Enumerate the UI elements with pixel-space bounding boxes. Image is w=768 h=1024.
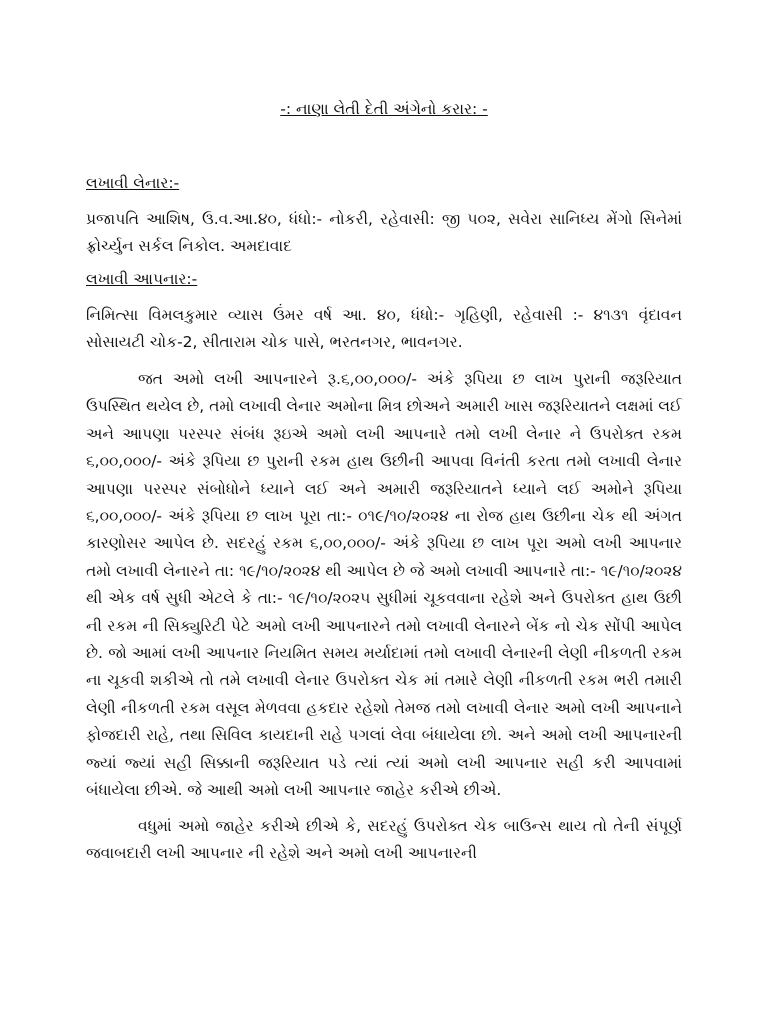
- borrower-details: પ્રજાપતિ આશિષ, ઉ.વ.આ.૪૦, ધંધો:- નોકરી, રહેવાસી: જી ૫૦૨, સવેરા સાનિધ્ય મેંગો સિનેમાં ફ્રોર્ચ્યુન સર્કલ નિકોલ. અમદાવાદ: [86, 210, 682, 255]
- agreement-paragraph-1: જત અમો લખી આપનારને રૂ.૬,૦૦,૦૦૦/- અંકે રૂપિયા છ લાખ પુરાની જરૂરિયાત ઉપસ્થિત થયેલ છે, તમો લખાવી લેનાર અમોના મિત્ર છોઅને અમારી ખાસ જરૂરિયાતને લક્ષમાં લઈ અને આપણા પરસ્પર સંબંધ રૂઇએ અમો લખી આપનારે તમો લખી લેનાર ને ઉપરોક્ત રકમ ૬,૦૦,૦૦૦/- અંકે રૂપિયા છ પુરાની રકમ હાથ ઉછીની આપવા વિનંતી કરતા તમો લખાવી લેનાર આપણા પરસ્પર સંબોધોને ધ્યાને લઈ અને અમારી જરૂરિયાતને ધ્યાને લઈ અમોને રૂપિયા ૬,૦૦,૦૦૦/- અંકે રૂપિયા છ લાખ પૂરા તા:- ૦૧૯/૧૦/૨૦૨૪ ના રોજ હાથ ઉછીના ચેક થી અંગત કારણોસર આપેલ છે. સદરહું રકમ ૬,૦૦,૦૦૦/- અંકે રૂપિયા છ લાખ પૂરા અમો લખી આપનાર તમો લખાવી લેનારને તા: ૧૯/૧૦/૨૦૨૪ થી આપેલ છે જે અમો લખાવી આપનારે તા:- ૧૯/૧૦/૨૦૨૪ થી એક વર્ષ સુધી એટલે કે તા:- ૧૯/૧૦/૨૦૨૫ સુધીમાં ચૂકવવાના રહેશે અને ઉપરોક્ત હાથ ઉછી ની રકમ ની સિક્યુરિટી પેટે અમો લખી આપનારને તમો લખાવી લેનારને બેંક નો ચેક સોંપી આપેલ છે. જો આમાં લખી આપનાર નિયમિત સમય મર્યાદામાં તમો લખાવી લેનારની લેણી નીકળતી રકમ ના ચૂકવી શકીએ તો તમે લખાવી લેનાર ઉપરોક્ત ચેક માં તમારે લેણી નીકળતી રકમ ભરી તમારી લેણી નીકળતી રકમ વસૂલ મેળવવા હકદાર રહેશો તેમજ તમો લખાવી લેનાર અમો લખી આપનાને ફોજદારી રાહે, તથા સિવિલ કાયદાની રાહે પગલાં લેવા બંધાયેલા છો. અને અમો લખી આપનારની જ્યાં જ્યાં સહી સિક્કાની જરૂરિયાત પડે ત્યાં ત્યાં અમો લખી આપનાર સહી કરી આપવામાં બંધાયેલા છીએ. જે આથી અમો લખી આપનાર જાહેર કરીએ છીએ.: [86, 370, 682, 800]
- agreement-title: -: નાણા લેતી દેતી અંગેનો કરાર: -: [280, 100, 488, 118]
- borrower-label: લખાવી લેનાર:-: [86, 174, 180, 192]
- lender-label: લખાવી આપનાર:-: [86, 270, 198, 288]
- lender-details: નિમિત્સા વિમલકુમાર વ્યાસ ઉંમર વર્ષ આ. ૪૦, ધંધો:- ગૃહિણી, રહેવાસી :- ૪૧૩૧ વૃંદાવન સોસાયટી ચોક-2, સીતારામ ચોક પાસે, ભરતનગર, ભાવનગર.: [86, 306, 682, 351]
- agreement-paragraph-2: વધુમાં અમો જાહેર કરીએ છીએ કે, સદરહું ઉપરોક્ત ચેક બાઉન્સ થાય તો તેની સંપૂર્ણ જવાબદારી લખી આપનાર ની રહેશે અને અમો લખી આપનારની: [86, 816, 682, 862]
